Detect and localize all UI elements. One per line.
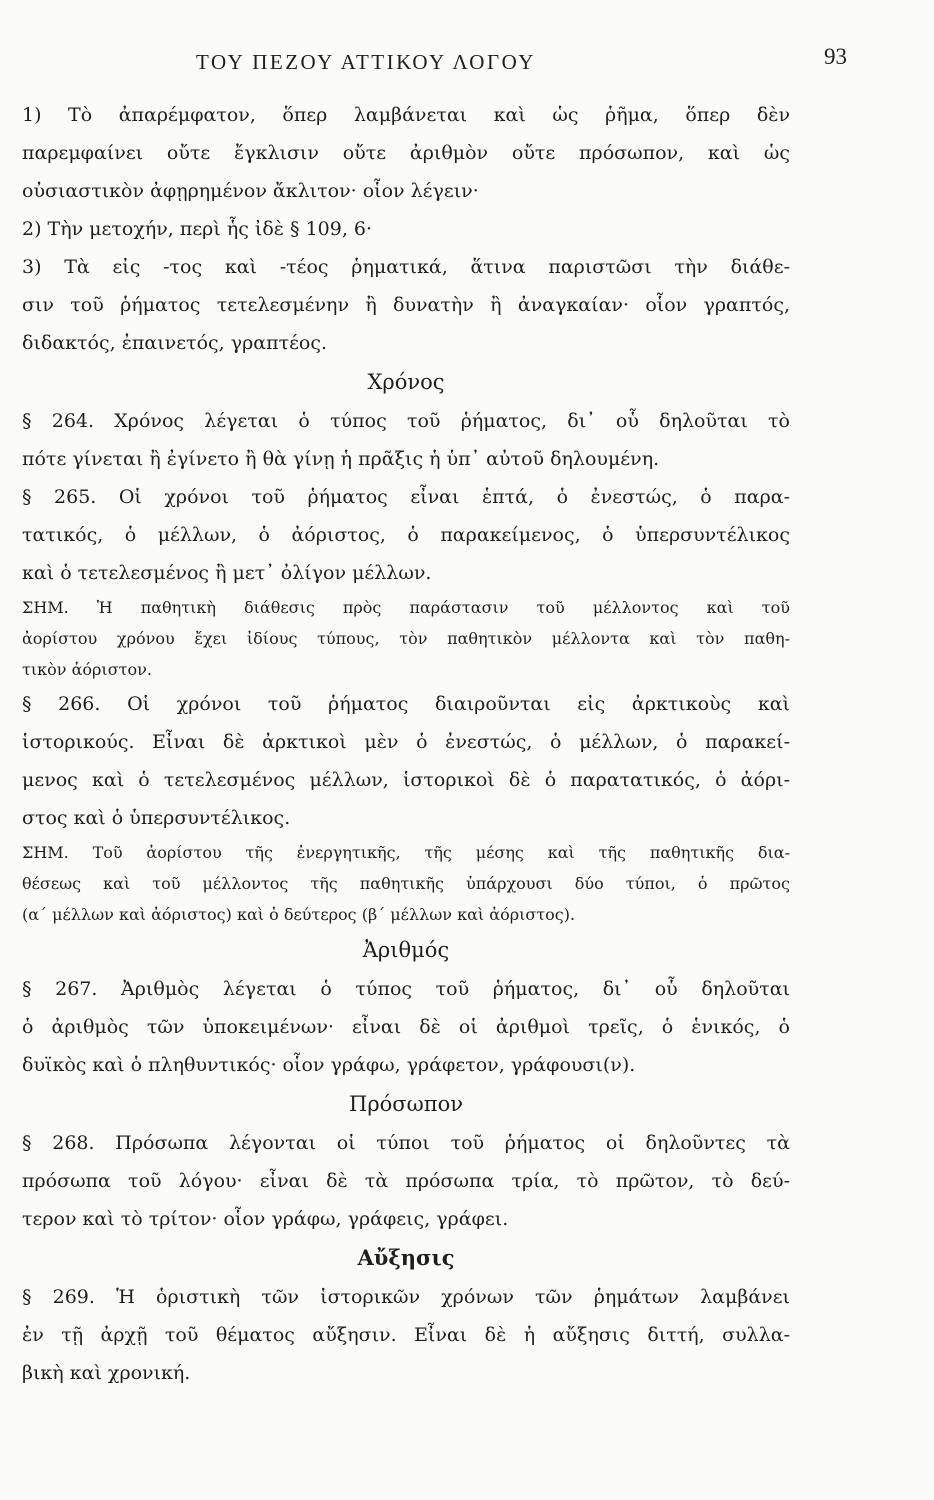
running-title: ΤΟΥ ΠΕΖΟΥ ΑΤΤΙΚΟΥ ΛΟΓΟΥ	[196, 50, 536, 74]
text-line: διδακτός, ἐπαινετός, γραπτέος.	[22, 332, 328, 354]
text-line: βικὴ καὶ χρονική.	[22, 1362, 191, 1384]
text-line: 3) Τὰ εἰς -τος καὶ -τέος ῥηματικά, ἅτινα παριστῶσι τὴν διάθε-	[22, 256, 790, 278]
section-heading: Ἀριθμός	[362, 938, 450, 962]
text-line: δυϊκὸς καὶ ὁ πληθυντικός· οἷον γράφω, γράφετον, γράφουσι(ν).	[22, 1054, 636, 1076]
text-line: § 268. Πρόσωπα λέγονται οἱ τύποι τοῦ ῥήματος οἱ δηλοῦντες τὰ	[22, 1132, 790, 1154]
text-line: σιν τοῦ ῥήματος τετελεσμένην ἢ δυνατὴν ἢ ἀναγκαίαν· οἷον γραπτός,	[22, 294, 790, 316]
text-line: § 269. Ἡ ὁριστικὴ τῶν ἱστορικῶν χρόνων τῶν ῥημάτων λαμβάνει	[22, 1286, 790, 1308]
text-line: τατικός, ὁ μέλλων, ὁ ἀόριστος, ὁ παρακείμενος, ὁ ὑπερσυντέλικος	[22, 524, 790, 546]
text-line: 2) Τὴν μετοχήν, περὶ ἧς ἰδὲ § 109, 6·	[22, 218, 373, 240]
text-line: ἱστορικούς. Εἶναι δὲ ἀρκτικοὶ μὲν ὁ ἐνεστώς, ὁ μέλλων, ὁ παρακεί-	[22, 731, 790, 753]
text-line: ὁ ἀριθμὸς τῶν ὑποκειμένων· εἶναι δὲ οἱ ἀριθμοὶ τρεῖς, ὁ ἑνικός, ὁ	[22, 1016, 790, 1038]
text-line: πρόσωπα τοῦ λόγου· εἶναι δὲ τὰ πρόσωπα τρία, τὸ πρῶτον, τὸ δεύ-	[22, 1170, 790, 1192]
note-line: (α΄ μέλλων καὶ ἀόριστος) καὶ ὁ δεύτερος (β΄ μέλλων καὶ ἀόριστος).	[22, 905, 576, 924]
text-line: ἐν τῇ ἀρχῇ τοῦ θέματος αὔξησιν. Εἶναι δὲ ἡ αὔξησις διττή, συλλα-	[22, 1324, 790, 1346]
text-line: παρεμφαίνει οὔτε ἔγκλισιν οὔτε ἀριθμὸν οὔτε πρόσωπον, καὶ ὡς	[22, 142, 790, 164]
note-line: ΣΗΜ. Τοῦ ἀορίστου τῆς ἐνεργητικῆς, τῆς μέσης καὶ τῆς παθητικῆς δια-	[22, 843, 790, 862]
page-header	[0, 44, 934, 84]
text-line: § 264. Χρόνος λέγεται ὁ τύπος τοῦ ῥήματος, δι᾽ οὗ δηλοῦται τὸ	[22, 410, 790, 432]
page-number: 93	[824, 44, 847, 69]
text-line: πότε γίνεται ἢ ἐγίνετο ἢ θὰ γίνῃ ἡ πρᾶξις ἡ ὑπ᾽ αὐτοῦ δηλουμένη.	[22, 448, 660, 470]
note-line: τικὸν ἀόριστον.	[22, 660, 152, 679]
text-line: § 266. Οἱ χρόνοι τοῦ ῥήματος διαιροῦνται εἰς ἀρκτικοὺς καὶ	[22, 693, 790, 715]
text-line: 1) Τὸ ἀπαρέμφατον, ὅπερ λαμβάνεται καὶ ὡς ῥῆμα, ὅπερ δὲν	[22, 104, 790, 126]
note-line: ἀορίστου χρόνου ἔχει ἰδίους τύπους, τὸν παθητικὸν μέλλοντα καὶ τὸν παθη-	[22, 629, 790, 648]
note-line: θέσεως καὶ τοῦ μέλλοντος τῆς παθητικῆς ὑπάρχουσι δύο τύποι, ὁ πρῶτος	[22, 874, 790, 893]
text-line: μενος καὶ ὁ τετελεσμένος μέλλων, ἱστορικοὶ δὲ ὁ παρατατικός, ὁ ἀόρι-	[22, 769, 790, 791]
section-heading: Αὔξησις	[357, 1245, 455, 1270]
section-heading: Χρόνος	[367, 370, 445, 394]
text-line: § 267. Ἀριθμὸς λέγεται ὁ τύπος τοῦ ῥήματος, δι᾽ οὗ δηλοῦται	[22, 978, 790, 1000]
text-line: στος καὶ ὁ ὑπερσυντέλικος.	[22, 807, 291, 829]
text-line: καὶ ὁ τετελεσμένος ἢ μετ᾽ ὀλίγον μέλλων.	[22, 562, 432, 584]
text-line: οὐσιαστικὸν ἀφῃρημένον ἄκλιτον· οἷον λέγειν·	[22, 180, 479, 202]
section-heading: Πρόσωπον	[349, 1092, 463, 1116]
text-line: τερον καὶ τὸ τρίτον· οἷον γράφω, γράφεις, γράφει.	[22, 1208, 509, 1230]
note-line: ΣΗΜ. Ἡ παθητικὴ διάθεσις πρὸς παράστασιν τοῦ μέλλοντος καὶ τοῦ	[22, 598, 790, 617]
page-body	[22, 96, 790, 1392]
text-line: § 265. Οἱ χρόνοι τοῦ ῥήματος εἶναι ἑπτά, ὁ ἐνεστώς, ὁ παρα-	[22, 486, 790, 508]
